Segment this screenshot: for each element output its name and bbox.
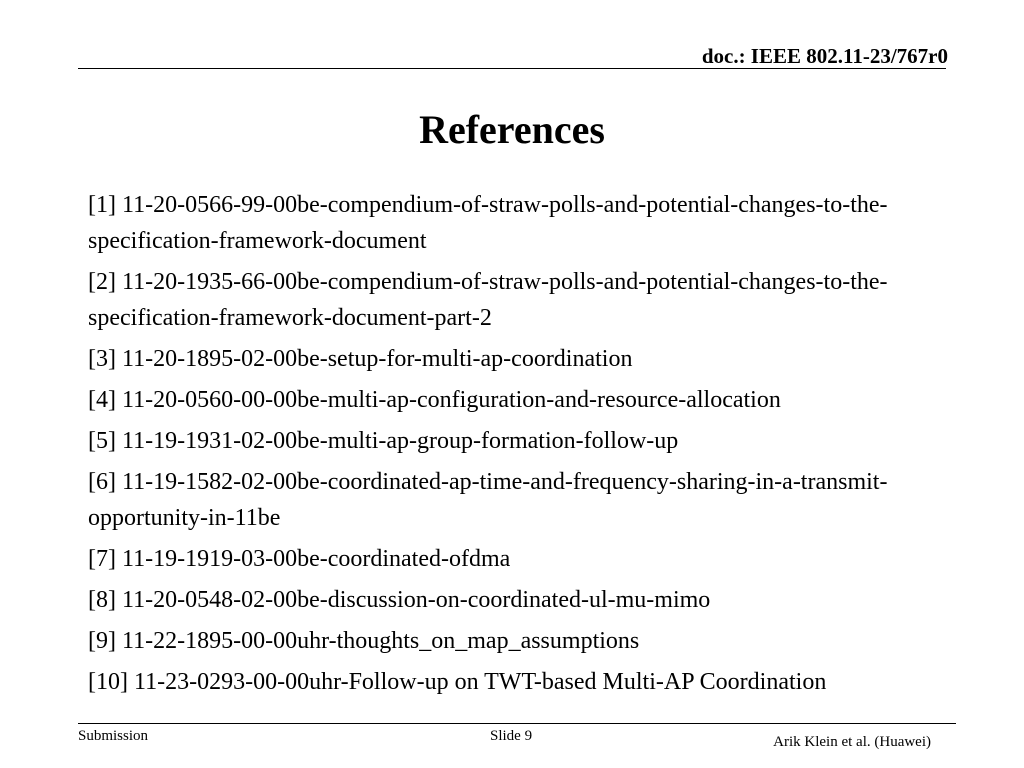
reference-item-4: [4] 11-20-0560-00-00be-multi-ap-configuration-and-resource-allocation [88, 387, 781, 413]
reference-list [88, 187, 978, 705]
reference-item-7: [7] 11-19-1919-03-00be-coordinated-ofdma [88, 546, 511, 572]
reference-item-3: [3] 11-20-1895-02-00be-setup-for-multi-ap-coordination [88, 346, 633, 372]
reference-item-10: [10] 11-23-0293-00-00uhr-Follow-up on TWT-based Multi-AP Coordination [88, 669, 827, 695]
slide-number: Slide 9 [490, 728, 533, 744]
reference-item-1: [1] 11-20-0566-99-00be-compendium-of-straw-polls-and-potential-changes-to-the-specification-framework-document [88, 192, 888, 254]
footer-divider [78, 723, 956, 724]
header-divider [78, 68, 946, 69]
footer-submission: Submission [78, 728, 149, 744]
footer-author: Arik Klein et al. (Huawei) [773, 734, 931, 750]
reference-item-5: [5] 11-19-1931-02-00be-multi-ap-group-formation-follow-up [88, 428, 679, 454]
reference-item-8: [8] 11-20-0548-02-00be-discussion-on-coordinated-ul-mu-mimo [88, 587, 711, 613]
slide-title: References [419, 107, 605, 152]
reference-item-9: [9] 11-22-1895-00-00uhr-thoughts_on_map_assumptions [88, 628, 640, 654]
reference-item-6: [6] 11-19-1582-02-00be-coordinated-ap-time-and-frequency-sharing-in-a-transmit-opportunity-in-11be [88, 469, 888, 531]
reference-item-2: [2] 11-20-1935-66-00be-compendium-of-straw-polls-and-potential-changes-to-the-specification-framework-document-part-2 [88, 269, 888, 331]
document-id: doc.: IEEE 802.11-23/767r0 [701, 44, 948, 68]
